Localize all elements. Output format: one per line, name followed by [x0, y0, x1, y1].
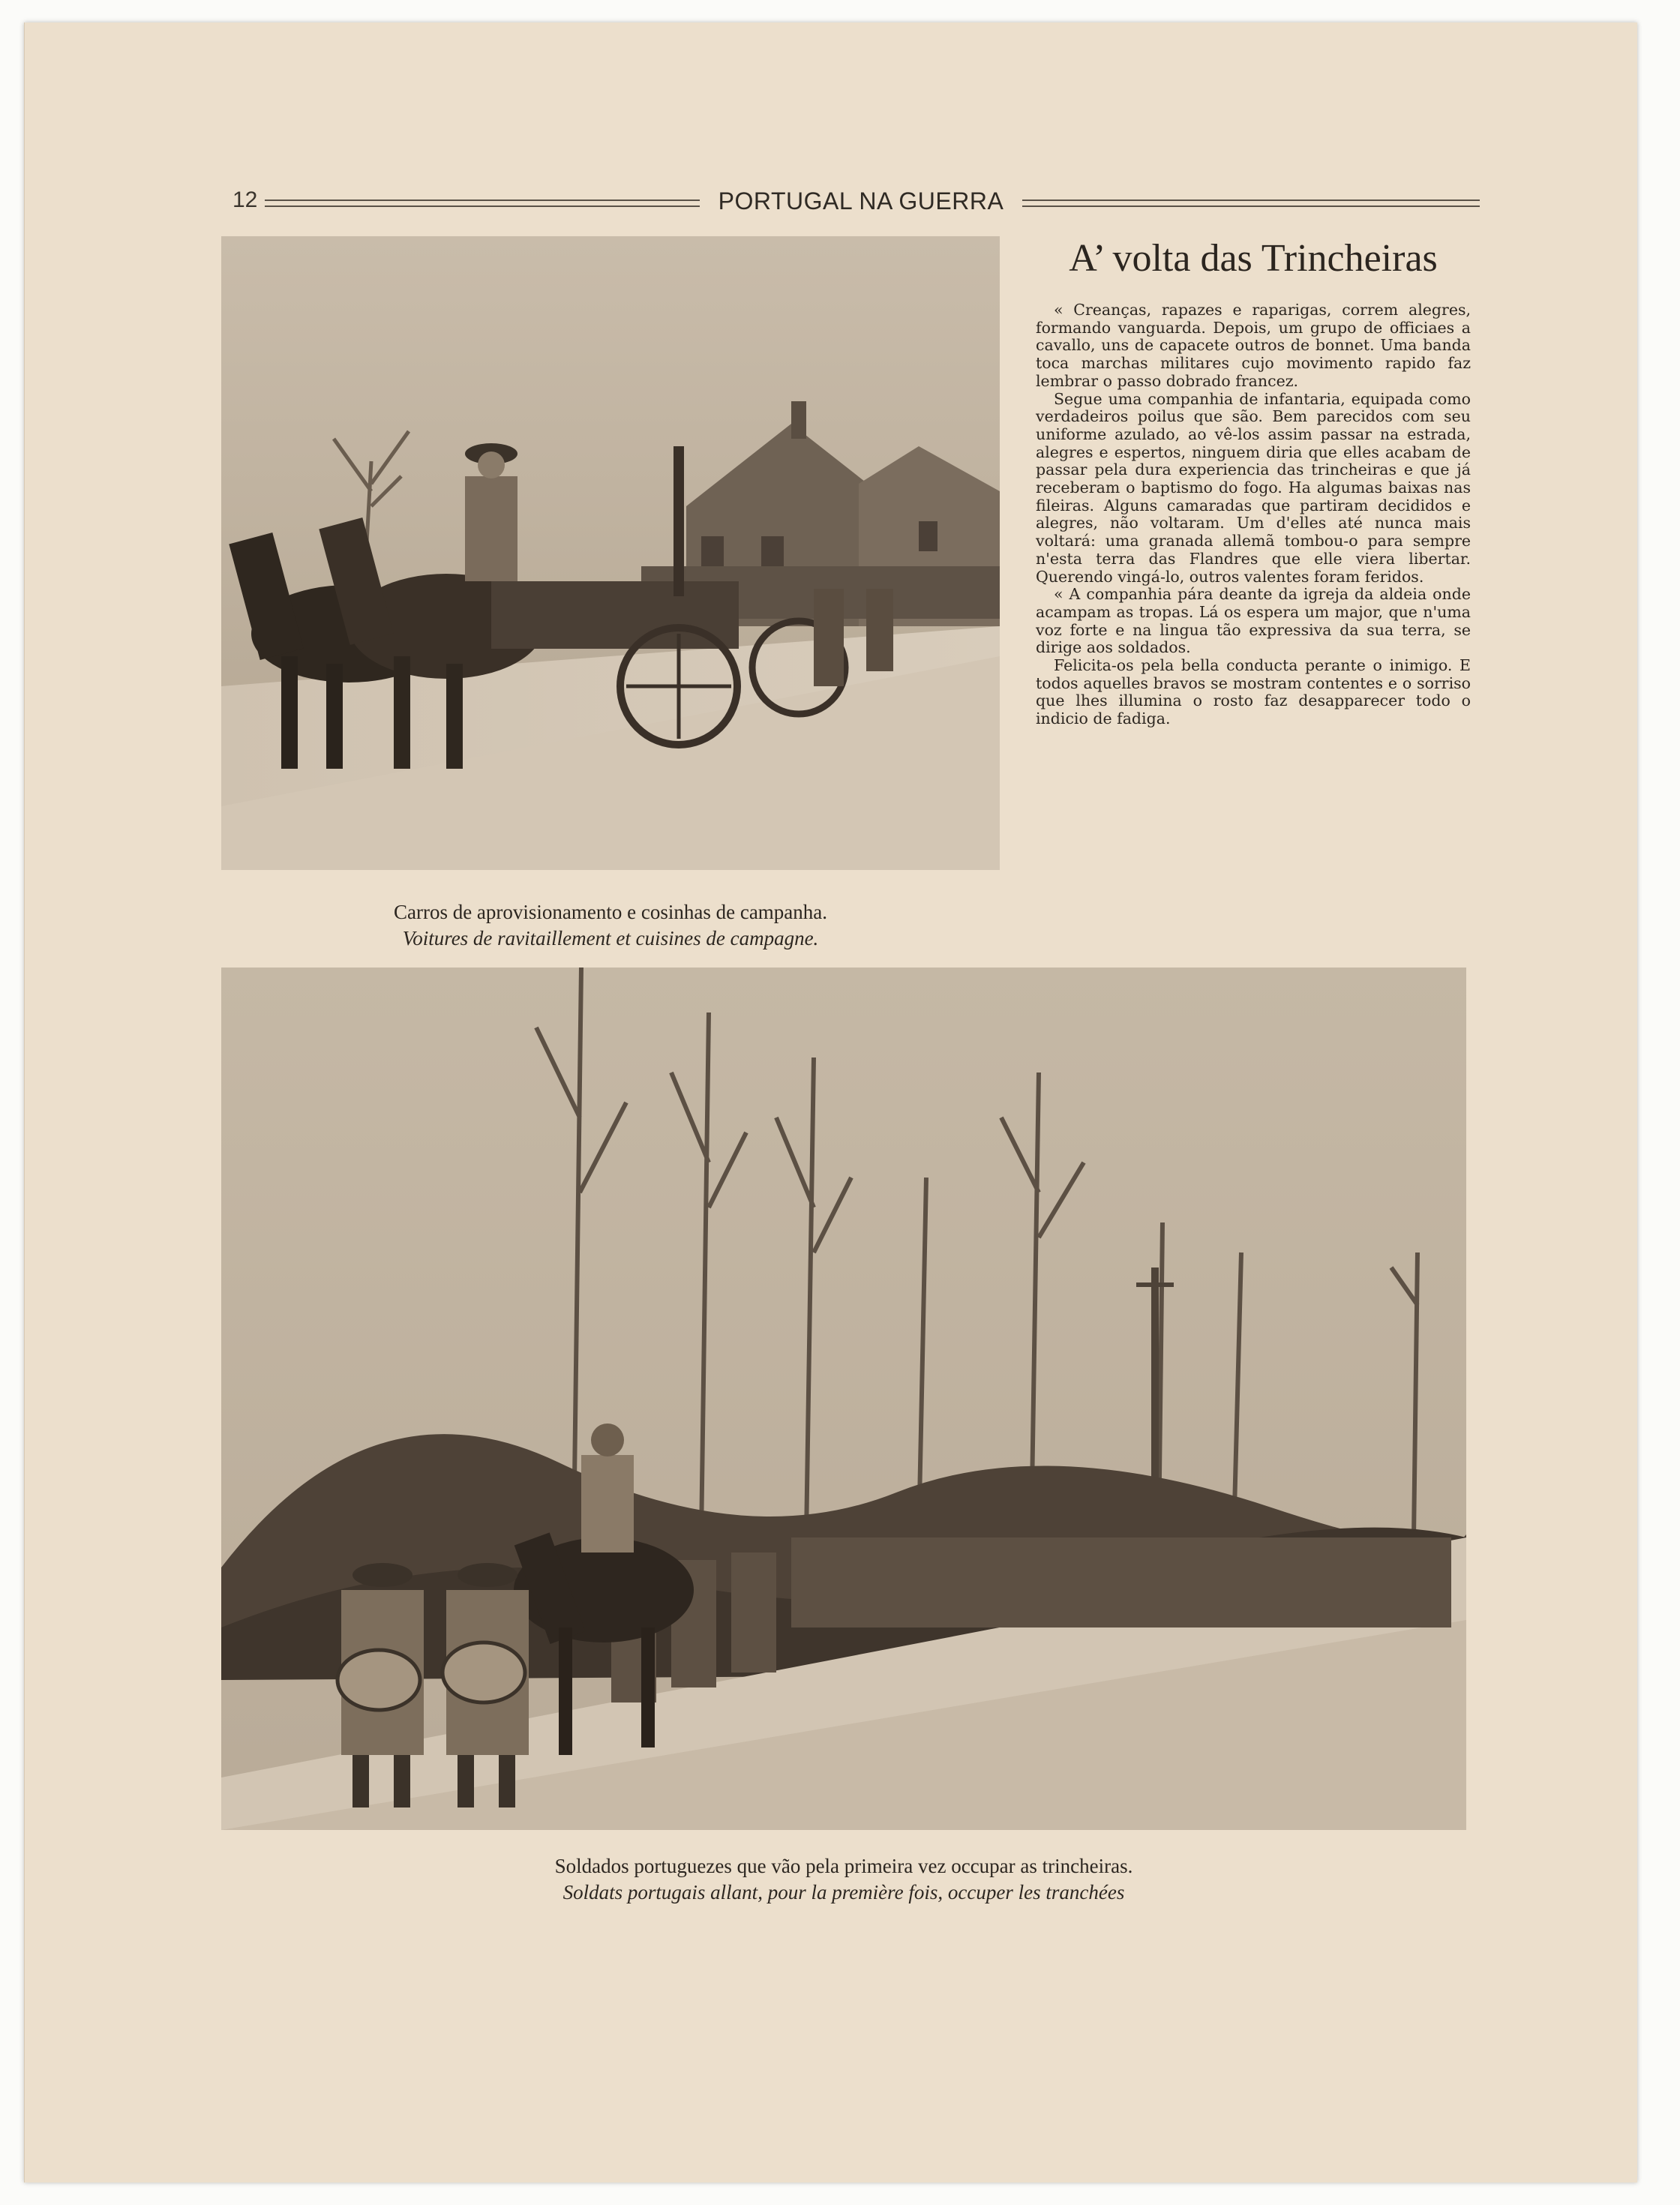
caption-top-portuguese: Carros de aprovisionamento e cosinhas de campanha. [393, 901, 828, 923]
article [1036, 236, 1471, 728]
page-number: 12 [232, 188, 258, 212]
caption-bottom-portuguese: Soldados portuguezes que vão pela primeira vez occupar as trincheiras. [554, 1855, 1133, 1877]
caption-bottom-french: Soldats portugais allant, pour la première fois, occuper les tranchées [562, 1881, 1125, 1904]
caption-top-french: Voitures de ravitaillement et cuisines de campagne. [402, 927, 819, 950]
header-rule-left [265, 200, 700, 207]
caption-bottom [221, 1852, 1466, 1905]
article-paragraph: « Creanças, rapazes e raparigas, correm alegres, formando vanguarda. Depois, um grupo de officiaes a cavallo, uns de capacete outros de bonnet. Uma banda toca marchas militares cujo movimento rapido faz lembrar o passo dobrado francez. [1036, 301, 1471, 390]
photo-marching-soldiers [221, 968, 1466, 1830]
caption-top [221, 898, 1000, 951]
article-paragraph: « A companhia pára deante da igreja da aldeia onde acampam as tropas. Lá os espera um major, que n'uma voz forte e na lingua tão expressiva da sua terra, se dirige aos soldados. [1036, 585, 1471, 657]
article-paragraph: Felicita-os pela bella conducta perante o inimigo. E todos aquelles bravos se mostram contentes e o sorriso que lhes illumina o rosto faz desapparecer todo o indicio de fadiga. [1036, 656, 1471, 728]
running-title: PORTUGAL NA GUERRA [718, 188, 1004, 214]
page-header [25, 188, 1637, 218]
magazine-page [24, 22, 1637, 2182]
article-paragraph: Segue uma companhia de infantaria, equipada como verdadeiros poilus que são. Bem parecidos com seu uniforme azulado, ao vê-los assim passar na estrada, alegres e espertos, ninguem diria que elles acabam de passar pela dura experiencia das trincheiras e que já receberam o baptismo do fogo. Ha algumas baixas nas fileiras. Alguns camaradas que partiram decididos e alegres, não voltaram. Um d'elles até nunca mais voltará: uma granada allemã tombou-o para sempre n'esta terra das Flandres que elle viera libertar. Querendo vingá-lo, outros valentes foram feridos. [1036, 389, 1471, 586]
article-title: A’ volta das Trincheiras [1069, 237, 1438, 280]
photo-supply-wagons [221, 236, 1000, 870]
header-rule-right [1022, 200, 1480, 207]
